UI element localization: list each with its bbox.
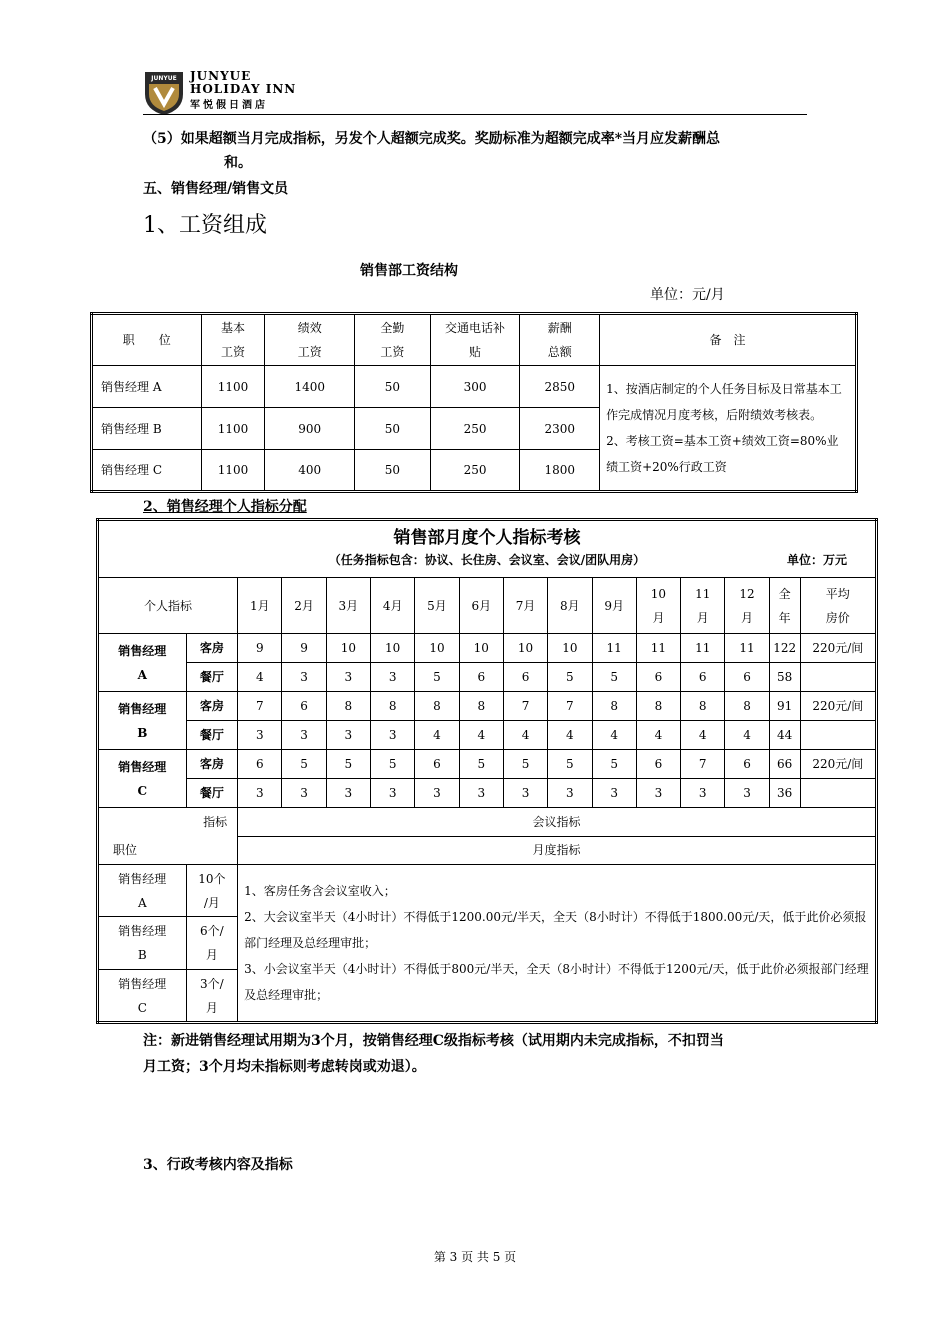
restaurant-target-cell: 58	[769, 663, 800, 692]
manager-room-row	[98, 750, 877, 779]
month-header: 全 年	[769, 578, 800, 634]
table-header-row	[92, 314, 857, 366]
month-header: 2月	[282, 578, 326, 634]
room-target-cell: 11	[592, 634, 636, 663]
room-target-cell: 6	[415, 750, 459, 779]
room-target-cell: 8	[371, 692, 415, 721]
empty-cell	[800, 779, 876, 808]
restaurant-target-cell: 6	[681, 663, 725, 692]
para5-line2: 和。	[224, 155, 252, 171]
room-target-cell: 5	[503, 750, 547, 779]
restaurant-target-cell: 4	[681, 721, 725, 750]
col-header: 职 位	[92, 314, 202, 366]
month-header: 1月	[238, 578, 282, 634]
row-title: 销售经理 A	[92, 366, 202, 408]
meeting-note: 1、客房任务含会议室收入； 2、大会议室半天（4小时计）不得低于1200.00元/半天，全天（8小时计）不得低于1800.00元/天，低于此价必须报部门经理及总经理审批； 3、小会议室半天（4小时计）不得低于800元/半天，全天（8小时计）不得低于1200元/天，低于此价必须报部门经理及总经理审批；	[238, 865, 877, 1023]
logo-line2: HOLIDAY INN	[190, 82, 297, 96]
cell: 1100	[201, 408, 265, 450]
room-target-cell: 6	[238, 750, 282, 779]
col-header: 基本 工资	[201, 314, 265, 366]
room-target-cell: 10	[503, 634, 547, 663]
meeting-header-row	[98, 808, 877, 837]
restaurant-target-cell: 3	[282, 663, 326, 692]
room-label: 客房	[186, 750, 238, 779]
restaurant-target-cell: 3	[326, 663, 370, 692]
cell: 50	[355, 366, 431, 408]
month-header: 7月	[503, 578, 547, 634]
section5-heading: 五、销售经理/销售文员	[143, 181, 289, 197]
restaurant-target-cell: 3	[282, 779, 326, 808]
room-target-cell: 122	[769, 634, 800, 663]
restaurant-target-cell: 6	[725, 663, 769, 692]
cell: 1100	[201, 450, 265, 492]
col-header: 绩效 工资	[265, 314, 355, 366]
diagonal-header	[98, 808, 238, 865]
month-header: 10 月	[636, 578, 680, 634]
room-target-cell: 66	[769, 750, 800, 779]
restaurant-target-cell: 6	[459, 663, 503, 692]
room-target-cell: 6	[725, 750, 769, 779]
restaurant-label: 餐厅	[186, 663, 238, 692]
restaurant-label: 餐厅	[186, 779, 238, 808]
room-target-cell: 5	[459, 750, 503, 779]
room-target-cell: 5	[548, 750, 592, 779]
restaurant-target-cell: 44	[769, 721, 800, 750]
manager-restaurant-row	[98, 663, 877, 692]
col-header: 交通电话补 贴	[430, 314, 520, 366]
col-header: 个人指标	[98, 578, 238, 634]
table1-unit: 单位：元/月	[650, 287, 725, 303]
restaurant-target-cell: 3	[592, 779, 636, 808]
room-target-cell: 91	[769, 692, 800, 721]
diag-bottom: 职位	[113, 843, 138, 857]
restaurant-target-cell: 6	[503, 663, 547, 692]
room-target-cell: 10	[459, 634, 503, 663]
room-target-cell: 8	[459, 692, 503, 721]
cell: 250	[430, 450, 520, 492]
restaurant-target-cell: 5	[415, 663, 459, 692]
logo-line1: JUNYUE	[190, 69, 252, 83]
month-header: 平均 房价	[800, 578, 876, 634]
room-target-cell: 7	[238, 692, 282, 721]
restaurant-target-cell: 4	[415, 721, 459, 750]
restaurant-target-cell: 3	[725, 779, 769, 808]
room-target-cell: 6	[636, 750, 680, 779]
sub2-heading: 2、销售经理个人指标分配	[143, 499, 307, 515]
room-target-cell: 8	[326, 692, 370, 721]
row-title: 销售经理 C	[92, 450, 202, 492]
restaurant-target-cell: 3	[371, 663, 415, 692]
room-label: 客房	[186, 692, 238, 721]
restaurant-target-cell: 4	[459, 721, 503, 750]
empty-cell	[800, 721, 876, 750]
room-target-cell: 8	[725, 692, 769, 721]
restaurant-target-cell: 4	[548, 721, 592, 750]
restaurant-target-cell: 3	[238, 779, 282, 808]
restaurant-target-cell: 3	[282, 721, 326, 750]
col-header: 备 注	[600, 314, 857, 366]
month-header: 6月	[459, 578, 503, 634]
month-header: 5月	[415, 578, 459, 634]
month-header: 9月	[592, 578, 636, 634]
restaurant-target-cell: 4	[238, 663, 282, 692]
month-header-row	[98, 578, 877, 634]
restaurant-target-cell: 3	[681, 779, 725, 808]
restaurant-target-cell: 4	[592, 721, 636, 750]
table-row	[92, 366, 857, 408]
room-target-cell: 10	[371, 634, 415, 663]
restaurant-target-cell: 3	[238, 721, 282, 750]
note-line2: 月工资；3个月均未指标则考虑转岗或劝退）。	[143, 1059, 426, 1075]
restaurant-target-cell: 36	[769, 779, 800, 808]
room-target-cell: 8	[681, 692, 725, 721]
meeting-count: 3个/ 月	[186, 970, 238, 1023]
cell: 2300	[520, 408, 600, 450]
meeting-count: 10个 /月	[186, 865, 238, 917]
restaurant-target-cell: 3	[636, 779, 680, 808]
meeting-manager: 销售经理 B	[98, 917, 187, 970]
table2-unit: 单位：万元	[786, 553, 847, 567]
room-target-cell: 5	[282, 750, 326, 779]
room-target-cell: 7	[548, 692, 592, 721]
manager-restaurant-row	[98, 721, 877, 750]
monthly-label: 月度指标	[238, 836, 877, 865]
meeting-manager: 销售经理 A	[98, 865, 187, 917]
room-target-cell: 10	[415, 634, 459, 663]
cell: 1800	[520, 450, 600, 492]
salary-structure-table	[90, 312, 858, 493]
page-footer: 第 3 页 共 5 页	[433, 1250, 517, 1264]
month-header: 8月	[548, 578, 592, 634]
room-target-cell: 9	[282, 634, 326, 663]
cell: 50	[355, 450, 431, 492]
manager-room-row	[98, 692, 877, 721]
room-target-cell: 10	[548, 634, 592, 663]
col-header: 全勤 工资	[355, 314, 431, 366]
restaurant-target-cell: 3	[371, 721, 415, 750]
restaurant-target-cell: 3	[548, 779, 592, 808]
month-header: 11 月	[681, 578, 725, 634]
room-target-cell: 11	[636, 634, 680, 663]
sub1-heading: 1、工资组成	[143, 213, 267, 238]
para5-line1: （5）如果超额当月完成指标，另发个人超额完成奖。奖励标准为超额完成率*当月应发薪酬总	[143, 131, 721, 147]
manager-room-row	[98, 634, 877, 663]
room-target-cell: 7	[503, 692, 547, 721]
sub3-heading: 3、行政考核内容及指标	[143, 1157, 293, 1173]
logo-badge-text: JUNYUE	[151, 75, 177, 82]
cell: 900	[265, 408, 355, 450]
remark-cell: 1、按酒店制定的个人任务目标及日常基本工作完成情况月度考核，后附绩效考核表。 2、考核工资=基本工资+绩效工资=80%业绩工资+20%行政工资	[600, 366, 857, 492]
monthly-target-table	[96, 518, 878, 1024]
note-line1: 注：新进销售经理试用期为3个月，按销售经理C级指标考核（试用期内未完成指标，不扣罚当	[143, 1033, 724, 1049]
logo-line3: 军悦假日酒店	[190, 100, 268, 111]
cell: 250	[430, 408, 520, 450]
hotel-logo-badge	[143, 70, 185, 116]
restaurant-target-cell: 3	[503, 779, 547, 808]
meeting-manager: 销售经理 C	[98, 970, 187, 1023]
room-target-cell: 11	[681, 634, 725, 663]
room-target-cell: 8	[636, 692, 680, 721]
restaurant-target-cell: 3	[326, 779, 370, 808]
table2-title: 销售部月度个人指标考核	[393, 528, 581, 548]
room-target-cell: 5	[326, 750, 370, 779]
meeting-count: 6个/ 月	[186, 917, 238, 970]
month-header: 3月	[326, 578, 370, 634]
room-target-cell: 9	[238, 634, 282, 663]
empty-cell	[800, 663, 876, 692]
restaurant-label: 餐厅	[186, 721, 238, 750]
room-target-cell: 5	[592, 750, 636, 779]
room-target-cell: 8	[415, 692, 459, 721]
room-target-cell: 6	[282, 692, 326, 721]
room-label: 客房	[186, 634, 238, 663]
room-target-cell: 5	[371, 750, 415, 779]
row-title: 销售经理 B	[92, 408, 202, 450]
manager-name: 销售经理 A	[98, 634, 187, 692]
restaurant-target-cell: 6	[636, 663, 680, 692]
restaurant-target-cell: 5	[592, 663, 636, 692]
restaurant-target-cell: 4	[725, 721, 769, 750]
cell: 2850	[520, 366, 600, 408]
restaurant-target-cell: 3	[326, 721, 370, 750]
month-header: 12 月	[725, 578, 769, 634]
restaurant-target-cell: 4	[636, 721, 680, 750]
manager-name: 销售经理 C	[98, 750, 187, 808]
restaurant-target-cell: 3	[415, 779, 459, 808]
cell: 1400	[265, 366, 355, 408]
restaurant-target-cell: 4	[503, 721, 547, 750]
table2-subtitle: （任务指标包含：协议、长住房、会议室、会议/团队用房）	[328, 553, 646, 567]
room-target-cell: 7	[681, 750, 725, 779]
table-row	[98, 865, 877, 917]
diag-top: 指标	[203, 815, 228, 829]
cell: 400	[265, 450, 355, 492]
table2-title-cell	[98, 520, 877, 578]
avg-price-cell: 220元/间	[800, 750, 876, 779]
cell: 1100	[201, 366, 265, 408]
restaurant-target-cell: 3	[371, 779, 415, 808]
manager-name: 销售经理 B	[98, 692, 187, 750]
avg-price-cell: 220元/间	[800, 692, 876, 721]
avg-price-cell: 220元/间	[800, 634, 876, 663]
col-header: 薪酬 总额	[520, 314, 600, 366]
restaurant-target-cell: 5	[548, 663, 592, 692]
cell: 50	[355, 408, 431, 450]
meeting-label: 会议指标	[238, 808, 877, 837]
room-target-cell: 8	[592, 692, 636, 721]
cell: 300	[430, 366, 520, 408]
header-divider	[143, 114, 807, 115]
month-header: 4月	[371, 578, 415, 634]
room-target-cell: 11	[725, 634, 769, 663]
restaurant-target-cell: 3	[459, 779, 503, 808]
manager-restaurant-row	[98, 779, 877, 808]
room-target-cell: 10	[326, 634, 370, 663]
table2-title-row	[98, 520, 877, 578]
table1-title: 销售部工资结构	[360, 263, 458, 279]
